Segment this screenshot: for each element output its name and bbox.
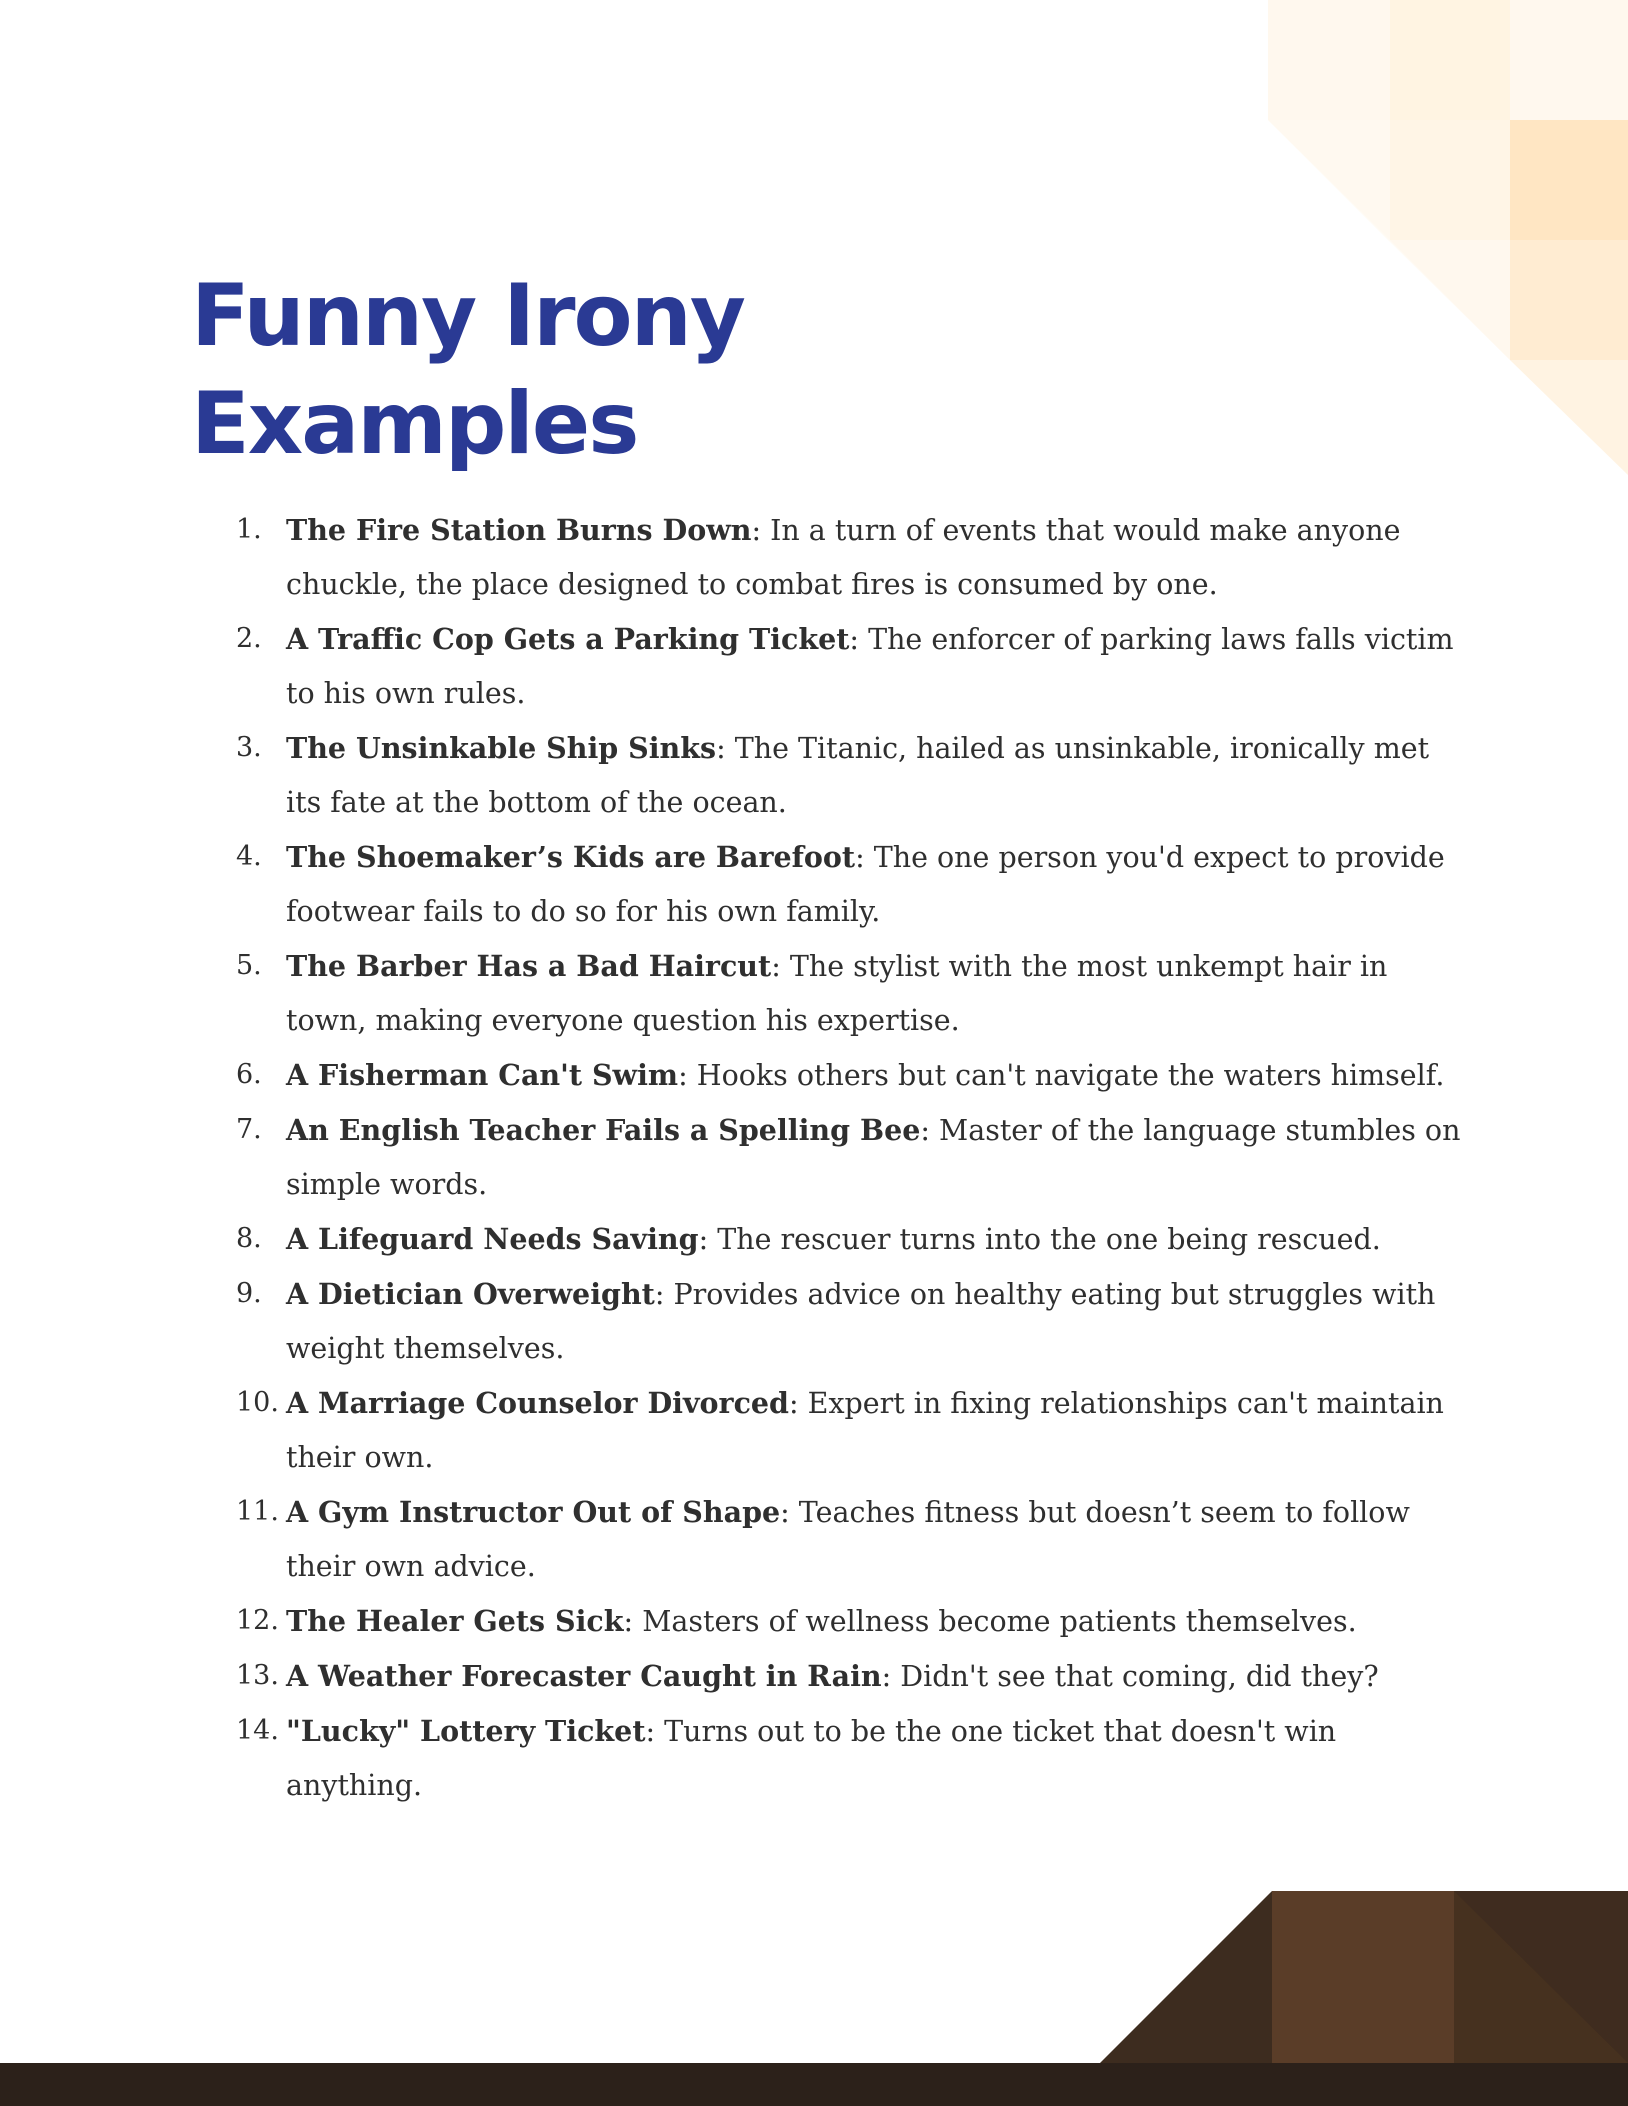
bottom-right-decoration <box>1100 1891 1628 2063</box>
list-item-term: A Lifeguard Needs Saving <box>286 1222 699 1256</box>
list-item-number: 8. <box>236 1223 262 1254</box>
list-item-number: 10. <box>236 1387 279 1418</box>
list-item-term: A Weather Forecaster Caught in Rain <box>286 1659 882 1693</box>
list-item <box>0 1704 1466 1813</box>
list-item <box>0 939 1466 1048</box>
list-item-term: An English Teacher Fails a Spelling Bee <box>286 1113 921 1147</box>
list-item-number: 3. <box>236 732 262 763</box>
list-item-description: : Didn't see that coming, did they? <box>881 1660 1379 1693</box>
list-item-term: A Traffic Cop Gets a Parking Ticket <box>286 622 850 656</box>
list-item-number: 2. <box>236 623 262 654</box>
list-item-description: : Expert in fixing relationships can't maintain their own. <box>286 1387 1444 1474</box>
list-item-description: : Hooks others but can't navigate the waters himself. <box>678 1059 1445 1092</box>
list-item-term: A Fisherman Can't Swim <box>286 1058 679 1092</box>
list-item-term: The Barber Has a Bad Haircut <box>286 949 772 983</box>
list-item <box>0 1048 1466 1103</box>
list-item-description: : Masters of wellness become patients themselves. <box>623 1605 1357 1638</box>
list-item-term: A Dietician Overweight <box>286 1277 655 1311</box>
list-item-number: 6. <box>236 1059 262 1090</box>
list-item <box>0 612 1466 721</box>
list-item <box>0 830 1466 939</box>
list-item <box>0 1376 1466 1485</box>
list-item-term: A Marriage Counselor Divorced <box>286 1386 789 1420</box>
list-item-description: : In a turn of events that would make anyone chuckle, the place designed to combat fires is consumed by one. <box>286 514 1401 601</box>
list-item <box>0 1594 1466 1649</box>
list-item-number: 5. <box>236 950 262 981</box>
list-item-number: 4. <box>236 841 262 872</box>
list-item <box>0 1485 1466 1594</box>
list-item-term: The Shoemaker’s Kids are Barefoot <box>286 840 856 874</box>
list-item-description: : Teaches fitness but doesn’t seem to follow their own advice. <box>286 1496 1410 1583</box>
list-item <box>0 721 1466 830</box>
top-right-decoration <box>1268 0 1628 475</box>
list-item <box>0 1103 1466 1212</box>
list-item-description: : The stylist with the most unkempt hair in town, making everyone question his expertise. <box>286 950 1388 1037</box>
list-item <box>0 1649 1466 1704</box>
list-item-term: The Fire Station Burns Down <box>286 513 752 547</box>
list-item-description: : Turns out to be the one ticket that doesn't win anything. <box>286 1715 1337 1802</box>
list-item-description: : Provides advice on healthy eating but struggles with weight themselves. <box>286 1278 1436 1365</box>
list-item-number: 13. <box>236 1660 279 1691</box>
list-item-number: 14. <box>236 1715 279 1746</box>
list-item-number: 9. <box>236 1278 262 1309</box>
list-item <box>0 503 1466 612</box>
list-item-description: : Master of the language stumbles on simple words. <box>286 1114 1461 1201</box>
list-item-description: : The enforcer of parking laws falls victim to his own rules. <box>286 623 1454 710</box>
list-item-number: 1. <box>236 514 262 545</box>
list-item-term: A Gym Instructor Out of Shape <box>286 1495 781 1529</box>
list-item <box>0 1212 1466 1267</box>
page-title: Funny Irony Examples <box>191 266 744 474</box>
list-item-description: : The one person you'd expect to provide footwear fails to do so for his own family. <box>286 841 1445 928</box>
list-item-term: The Healer Gets Sick <box>286 1604 624 1638</box>
list-item-term: The Unsinkable Ship Sinks <box>286 731 717 765</box>
irony-examples-list <box>0 503 1466 1813</box>
list-item-description: : The rescuer turns into the one being rescued. <box>698 1223 1381 1256</box>
list-item-term: "Lucky" Lottery Ticket <box>286 1714 646 1748</box>
list-item-number: 11. <box>236 1496 279 1527</box>
list-item-number: 12. <box>236 1605 279 1636</box>
list-item-description: : The Titanic, hailed as unsinkable, ironically met its fate at the bottom of the ocean. <box>286 732 1430 819</box>
list-item <box>0 1267 1466 1376</box>
bottom-band <box>0 2063 1628 2106</box>
list-item-number: 7. <box>236 1114 262 1145</box>
